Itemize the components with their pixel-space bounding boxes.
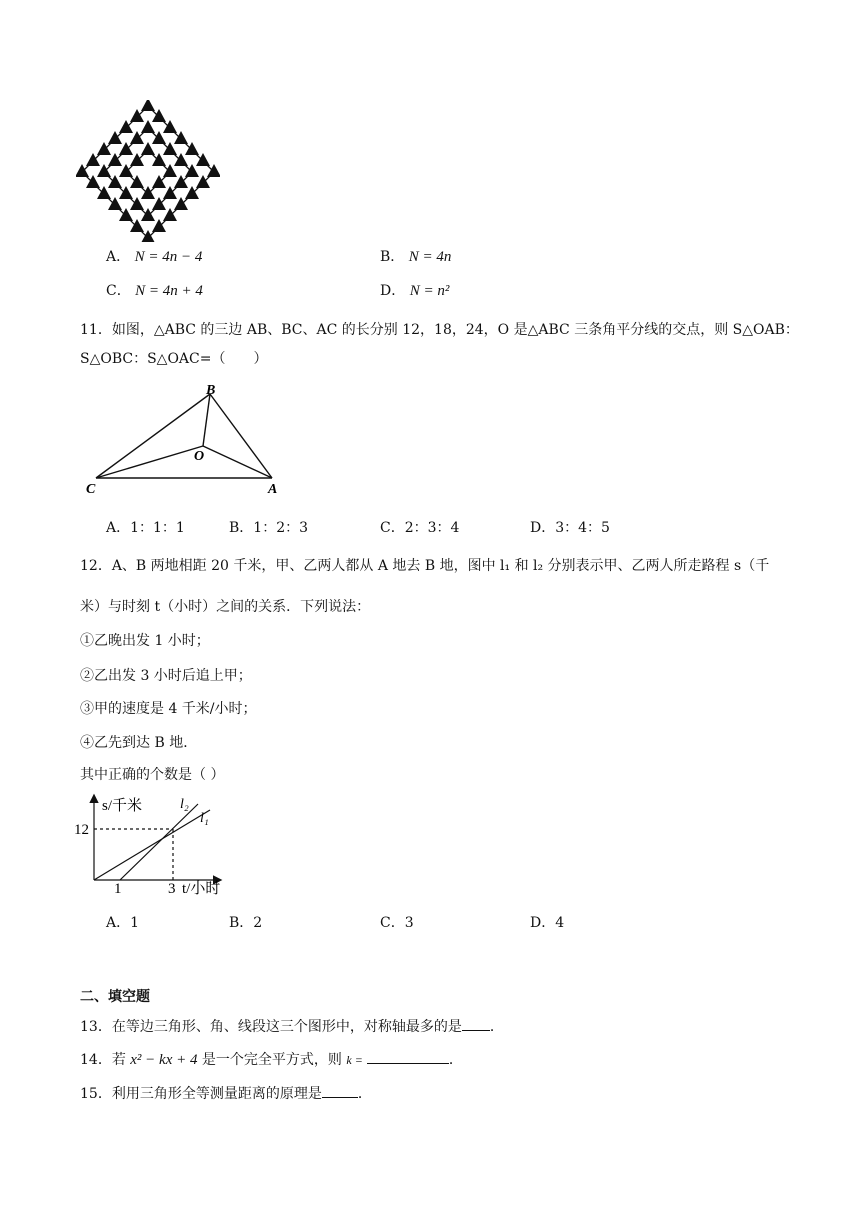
q14-answer-blank[interactable] <box>367 1049 449 1064</box>
option-b[interactable]: B． N = 4n <box>380 249 452 265</box>
section-heading: 二、填空题 <box>80 989 150 1005</box>
option-d[interactable]: D． N = n² <box>380 283 450 299</box>
q11-option-a[interactable]: A．1：1：1 <box>106 520 185 536</box>
q11-option-d[interactable]: D．3：4：5 <box>530 520 610 536</box>
q12-statement-2: ②乙出发 3 小时后追上甲； <box>80 668 252 684</box>
q12-option-c[interactable]: C．3 <box>380 915 414 931</box>
q11-option-c[interactable]: C．2：3：4 <box>380 520 460 536</box>
q12-statement-3: ③甲的速度是 4 千米/小时； <box>80 701 257 717</box>
y-axis-label: s/千米 <box>102 798 143 814</box>
q11-line2: S△OBC：S△OAC=（ ） <box>80 351 268 367</box>
q12-line2: 米）与时刻 t（小时）之间的关系．下列说法： <box>80 599 371 615</box>
label-c: C <box>86 482 96 497</box>
q11-line1: 11．如图，△ABC 的三边 AB、BC、AC 的长分别 12，18，24，O 是△ABC 三条角平分线的交点，则 S△OAB： <box>80 322 799 338</box>
q12-question: 其中正确的个数是（ ） <box>80 767 225 783</box>
label-a: A <box>268 482 278 497</box>
x-axis-label: t/小时 <box>182 881 221 897</box>
x-tick-3: 3 <box>168 881 176 897</box>
q11-option-b[interactable]: B．1：2：3 <box>229 520 309 536</box>
q15-answer-blank[interactable] <box>322 1083 358 1098</box>
q12-option-d[interactable]: D．4 <box>530 915 565 931</box>
line-label-l2: l₂ <box>180 797 189 812</box>
triangle-pattern-figure <box>76 100 220 242</box>
q12-option-a[interactable]: A．1 <box>106 915 140 931</box>
distance-time-graph <box>74 790 274 900</box>
q15: 15．利用三角形全等测量距离的原理是 ． <box>80 1083 372 1103</box>
q12-statement-4: ④乙先到达 B 地． <box>80 735 198 751</box>
y-tick-12: 12 <box>74 822 89 838</box>
label-b: B <box>206 383 216 398</box>
option-c[interactable]: C． N = 4n + 4 <box>106 283 203 299</box>
line-label-l1: l₁ <box>200 811 209 826</box>
triangle-mark <box>141 100 155 111</box>
q12-line1: 12．A、B 两地相距 20 千米，甲、乙两人都从 A 地去 B 地，图中 l₁ 和 l₂ 分别表示甲、乙两人所走路程 s（千 <box>80 558 770 574</box>
q14: 14．若 x² − kx + 4 是一个完全平方式，则 k = ． <box>80 1049 463 1069</box>
triangle-abc-figure <box>82 380 292 498</box>
q13-answer-blank[interactable] <box>462 1016 490 1031</box>
x-tick-1: 1 <box>114 881 122 897</box>
q12-option-b[interactable]: B．2 <box>229 915 263 931</box>
q12-statement-1: ①乙晚出发 1 小时； <box>80 633 210 649</box>
option-a[interactable]: A． N = 4n − 4 <box>106 249 203 265</box>
q13: 13．在等边三角形、角、线段这三个图形中，对称轴最多的是 ． <box>80 1016 504 1036</box>
label-o: O <box>194 449 205 464</box>
